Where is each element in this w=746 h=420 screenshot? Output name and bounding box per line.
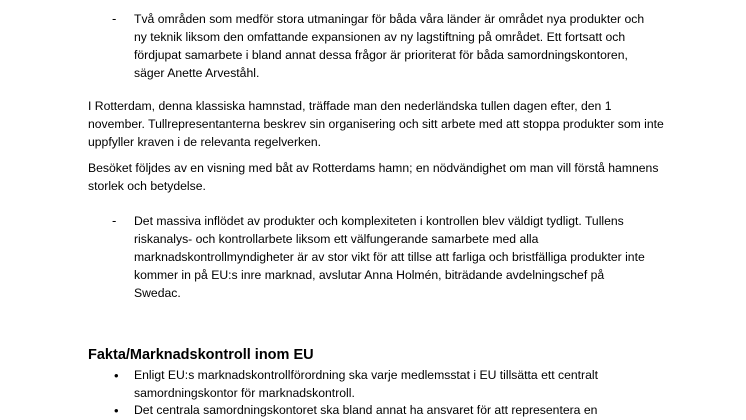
- facts-item-text: Enligt EU:s marknadskontrollförordning ska varje medlemsstat i EU tillsätta ett centralt samordningskontor för marknadskontroll.: [134, 368, 598, 400]
- facts-heading: Fakta/Marknadskontroll inom EU: [88, 347, 314, 363]
- facts-item-text: Det centrala samordningskontoret ska bland annat ha ansvaret för att representera en: [134, 403, 598, 417]
- quote-text-arvestahl: Två områden som medför stora utmaningar för båda våra länder är området nya produkter och ny teknik liksom den omfattande expansionen av ny lagstiftning på området. Ett fortsatt och fördjupat samarbete i bland annat dessa frågor är prioriterat för båda samordningskontoren, säger Anette Arveståhl.: [134, 12, 645, 80]
- paragraph-harbour-visit: Besöket följdes av en visning med båt av Rotterdams hamn; en nödvändighet om man vill förstå hamnens storlek och betydelse.: [88, 161, 659, 193]
- dash-marker: -: [112, 11, 117, 26]
- facts-bullet-item: [114, 366, 674, 402]
- facts-bullet-item: [114, 401, 674, 419]
- quote-text-holmen: Det massiva inflödet av produkter och komplexiteten i kontrollen blev väldigt tydligt. Tullens riskanalys- och kontrollarbete liksom ett välfungerande samarbete med alla marknadskontrollmyndigheter är av stor vikt för att tillse att farliga och bristfälliga produkter inte kommer in på EU:s inre marknad, avslutar Anna Holmén, biträdande avdelningschef på Swedac.: [134, 214, 645, 300]
- dash-marker: -: [112, 213, 117, 228]
- paragraph-rotterdam: I Rotterdam, denna klassiska hamnstad, träffade man den nederländska tullen dagen efter, den 1 november. Tullrepresentanterna beskrev sin organisering och sitt arbete med att stoppa produkter som inte uppfyller kraven i de relevanta regelverken.: [88, 99, 664, 149]
- quote-block-1: [114, 10, 654, 82]
- bullet-icon: •: [114, 368, 119, 383]
- quote-block-2: [114, 212, 654, 302]
- bullet-icon: •: [114, 403, 119, 418]
